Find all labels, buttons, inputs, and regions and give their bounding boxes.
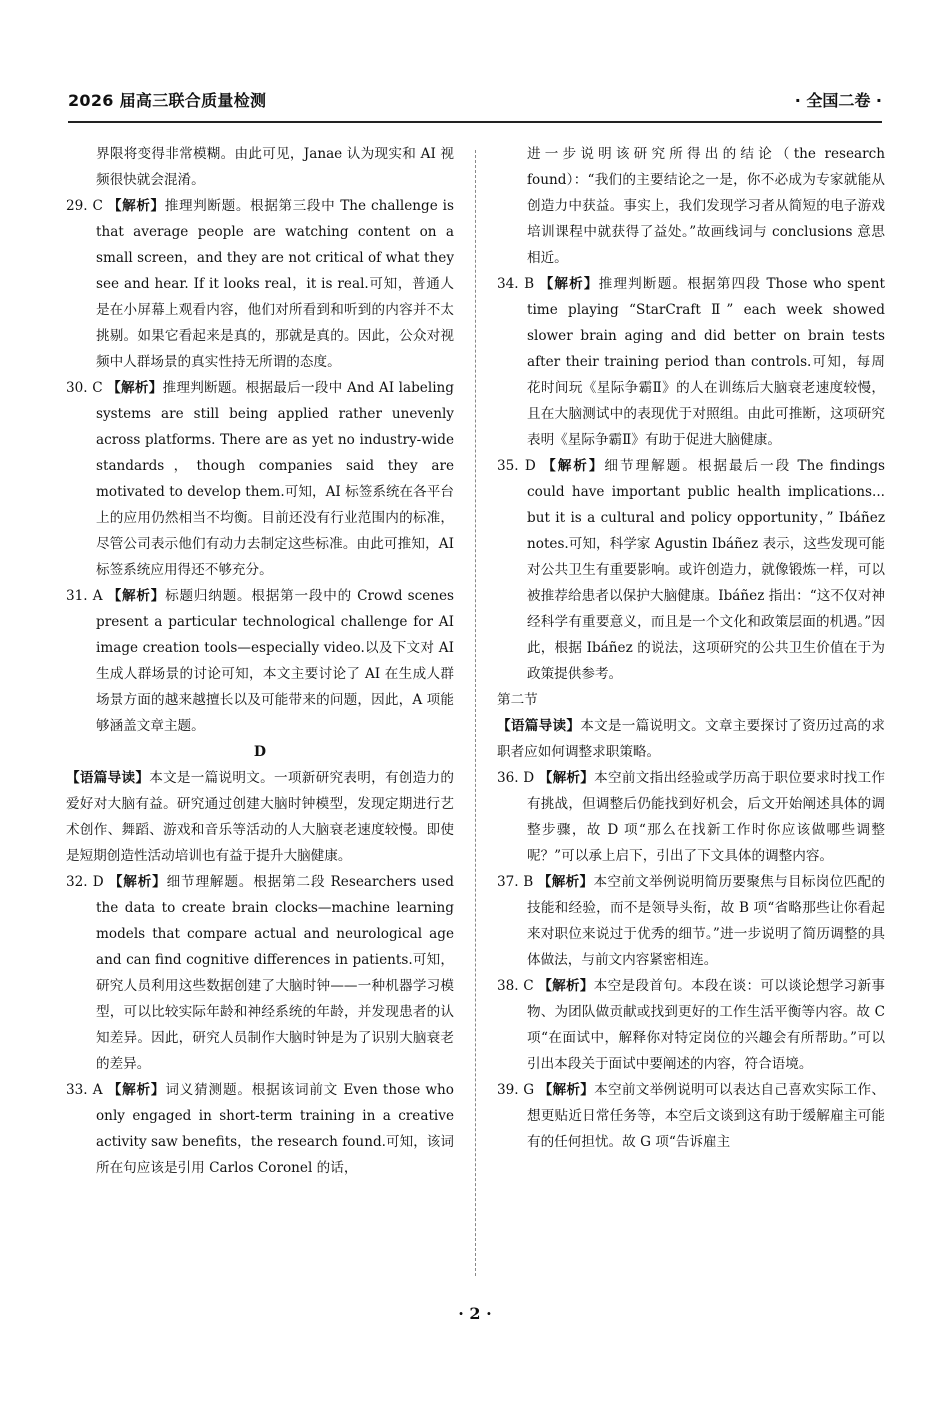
analysis-tag: 【解析】 — [542, 458, 605, 474]
analysis-text: 标题归纳题。根据第一段中的 Crowd scenes present a particular technological challenge for AI image creation tools—especially video.以及下文对 AI 生成人群场景的讨论可知，本文主要讨论了 AI 在生成人群场景方面的越来越擅长以及可能带来的问题，因此，A 项能够涵盖文章主题。 — [96, 588, 455, 734]
answer-number: 34. B — [497, 276, 535, 292]
answer-number: 37. B — [497, 874, 534, 890]
analysis-text: 本空是段首句。本段在谈：可以谈论想学习新事物、为团队做贡献或找到更好的工作生活平衡等内容。故 C 项“在面试中，解释你对特定岗位的兴趣会有所帮助。”可以引出本段关于面试中要阐述的内容，符合语境。 — [527, 978, 886, 1072]
analysis-tag: 【解析】 — [538, 978, 594, 994]
answer-number: 33. A — [66, 1082, 103, 1098]
analysis-tag: 【解析】 — [107, 380, 163, 396]
analysis-text: 推理判断题。根据第四段 Those who spent time playing “StarCraft Ⅱ” each week showed slower brain aging and did better on brain tests after their training period than controls.可知，每周花时间玩《星际争霸Ⅱ》的人在训练后大脑衰老速度较慢，且在大脑测试中的表现优于对照组。由此可推断，这项研究表明《星际争霸Ⅱ》有助于促进大脑健康。 — [527, 276, 886, 448]
page-header-edition: · 全国二卷 · — [794, 91, 882, 110]
section-two-title: 第二节 — [497, 692, 538, 708]
page-header-title: 2026 届高三联合质量检测 — [68, 91, 267, 110]
analysis-tag: 【解析】 — [539, 276, 599, 292]
answer-32 — [66, 869, 454, 1077]
analysis-text: 词义猜测题。根据该词前文 Even those who only engaged in short-term training in a creative activity saw benefits，the research found.可知，该词所在句应该是引用 Carlos Coronel 的话， — [96, 1082, 454, 1176]
analysis-text: 本空前文指出经验或学历高于职位要求时找工作有挑战，但调整后仍能找到好机会，后文开始阐述具体的调整步骤，故 D 项“那么在找新工作时你应该做哪些调整呢？”可以承上启下，引出了下文具体的调整内容。 — [527, 770, 885, 864]
answer-35 — [497, 453, 885, 687]
answer-30 — [66, 375, 454, 583]
section-d-title: D — [253, 744, 267, 760]
reading-guide-d — [66, 765, 454, 869]
analysis-tag: 【解析】 — [107, 1082, 166, 1098]
answer-38 — [497, 973, 885, 1077]
answer-31 — [66, 583, 454, 739]
answer-29 — [66, 193, 454, 375]
column-divider — [475, 150, 476, 1276]
analysis-text: 推理判断题。根据第三段中 The challenge is that average people are watching content on a small screen，and they are not critical of what they see and hear. If it looks real，it is real.可知，普通人是在小屏幕上观看内容，他们对所看到和听到的内容并不太挑剔。如果它看起来是真的，那就是真的。因此，公众对视频中人群场景的真实性持无所谓的态度。 — [96, 198, 455, 370]
analysis-text: 推理判断题。根据最后一段中 And AI labeling systems are still being applied rather unevenly across platforms. There are as yet no industry-wide standards，though companies said they are motivated to develop them.可知，AI 标签系统在各平台上的应用仍然相当不均衡。目前还没有行业范围内的标准，尽管公司表示他们有动力去制定这些标准。由此可推知，AI 标签系统应用得还不够充分。 — [96, 380, 455, 578]
analysis-text: 细节理解题。根据第二段 Researchers used the data to create brain clocks—machine learning models that compare actual and neurological age and can find cognitive differences in patients.可知，研究人员利用这些数据创建了大脑时钟——一种机器学习模型，可以比较实际年龄和神经系统的年龄，并发现患者的认知差异。因此，研究人员制作大脑时钟是为了识别大脑衰老的差异。 — [96, 874, 454, 1072]
analysis-tag: 【解析】 — [537, 874, 594, 890]
reading-guide-2 — [497, 713, 885, 765]
answer-34 — [497, 271, 885, 453]
answer-36 — [497, 765, 885, 869]
analysis-text: 本空前文举例说明简历要聚焦与目标岗位匹配的技能和经验，而不是领导头衔，故 B 项“省略那些让你看起来对职位来说过于优秀的细节。”进一步说明了简历调整的具体做法，与前文内容紧密相连。 — [527, 874, 885, 968]
analysis-text: 细节理解题。根据最后一段 The findings could have important public health implications... but it is a cultural and policy opportunity，” Ibáñez notes.可知，科学家 Agustin Ibáñez 表示，这些发现可能对公共卫生有重要影响。或许创造力，就像锻炼一样，可以被推荐给患者以保护大脑健康。Ibáñez 指出：“这不仅对神经科学有重要意义，而且是一个文化和政策层面的机遇。”因此，根据 Ibáñez 的说法，这项研究的公共卫生价值在于为政策提供参考。 — [527, 458, 886, 682]
continued-text: 进一步说明该研究所得出的结论（the research found）：“我们的主要结论之一是，你不必成为专家就能从创造力中获益。事实上，我们发现学习者从简短的电子游戏培训课程中就获得了益处。”故画线词与 conclusions 意思相近。 — [527, 146, 885, 266]
analysis-tag: 【解析】 — [107, 198, 165, 214]
analysis-tag: 【解析】 — [538, 770, 595, 786]
guide-tag: 【语篇导读】 — [497, 718, 581, 734]
answer-number: 39. G — [497, 1082, 535, 1098]
right-column — [497, 141, 885, 1155]
guide-tag: 【语篇导读】 — [66, 770, 150, 786]
analysis-tag: 【解析】 — [107, 588, 166, 604]
answer-number: 29. C — [66, 198, 103, 214]
page-number: · 2 · — [458, 1304, 492, 1323]
guide-text: 本文是一篇说明文。一项新研究表明，有创造力的爱好对大脑有益。研究通过创建大脑时钟模型，发现定期进行艺术创作、舞蹈、游戏和音乐等活动的人大脑衰老速度较慢。即使是短期创造性活动培训也有益于提升大脑健康。 — [66, 770, 455, 864]
answer-number: 35. D — [497, 458, 536, 474]
guide-text: 本文是一篇说明文。文章主要探讨了资历过高的求职者应如何调整求职策略。 — [497, 718, 886, 760]
analysis-text: 本空前文举例说明可以表达自己喜欢实际工作、想更贴近日常任务等，本空后文谈到这有助于缓解雇主可能有的任何担忧。故 G 项“告诉雇主 — [527, 1082, 886, 1150]
header-divider — [68, 121, 882, 123]
answer-number: 31. A — [66, 588, 103, 604]
answer-number: 32. D — [66, 874, 104, 890]
answer-37 — [497, 869, 885, 973]
answer-33 — [66, 1077, 454, 1181]
analysis-tag: 【解析】 — [538, 1082, 595, 1098]
answer-39 — [497, 1077, 885, 1155]
left-column — [66, 141, 454, 1181]
analysis-tag: 【解析】 — [108, 874, 167, 890]
answer-number: 36. D — [497, 770, 535, 786]
answer-number: 38. C — [497, 978, 534, 994]
continued-text: 界限将变得非常模糊。由此可见，Janae 认为现实和 AI 视频很快就会混淆。 — [96, 146, 454, 188]
answer-number: 30. C — [66, 380, 103, 396]
